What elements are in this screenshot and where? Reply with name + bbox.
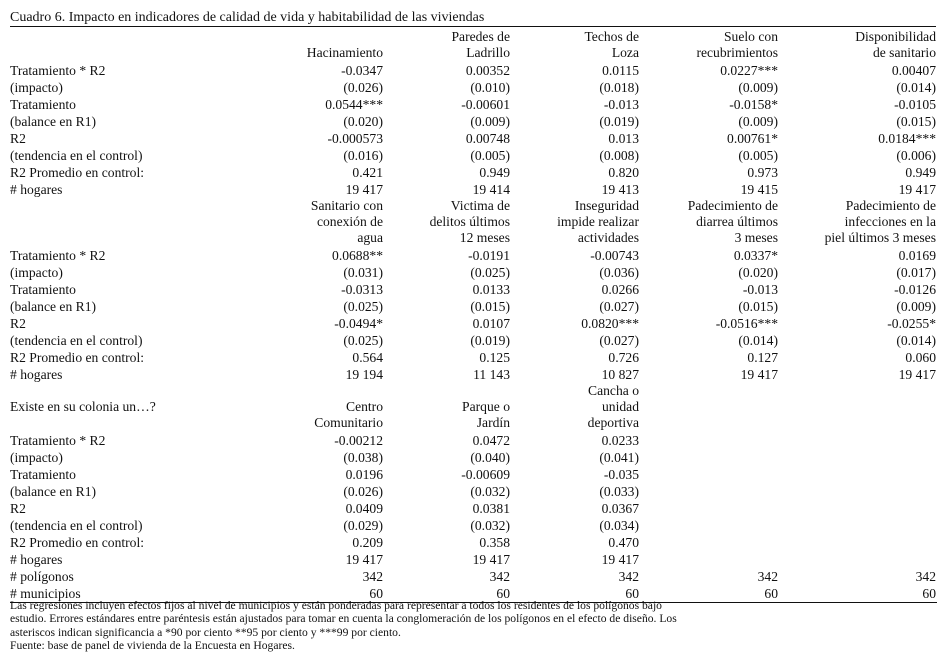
table-cell: -0.013 [603, 97, 639, 112]
table-cell: 19 417 [345, 552, 383, 567]
column-header [384, 198, 511, 247]
table-cell: -0.0191 [468, 248, 510, 263]
table-row [10, 332, 937, 349]
table-row [10, 432, 937, 449]
table-cell: (0.026) [343, 80, 383, 95]
table-cell: 60 [779, 585, 937, 603]
column-header [779, 383, 937, 432]
row-label: Tratamiento * R2 [10, 248, 106, 263]
table-cell: -0.035 [603, 467, 639, 482]
table-cell: 0.949 [479, 165, 510, 180]
table-cell [640, 432, 779, 449]
table-cell: -0.0255* [887, 316, 936, 331]
table-cell: -0.0347 [341, 63, 383, 78]
regression-table [10, 29, 937, 603]
table-cell: 0.0196 [345, 467, 383, 482]
column-header [511, 383, 640, 432]
table-cell: (0.027) [599, 299, 639, 314]
table-cell: (0.017) [896, 265, 936, 280]
column-header-line: impide realizar [557, 214, 639, 229]
table-cell [640, 551, 779, 568]
table-cell: 342 [362, 569, 383, 584]
table-cell: (0.020) [738, 265, 778, 280]
table-cell: 10 827 [601, 367, 639, 382]
table-cell: (0.038) [343, 450, 383, 465]
table-cell: -0.0105 [894, 97, 936, 112]
row-label: Tratamiento [10, 97, 76, 112]
row-label: # municipios [10, 585, 258, 603]
column-header-line: Loza [611, 45, 639, 60]
table-cell: (0.015) [470, 299, 510, 314]
row-label: # hogares [10, 552, 63, 567]
table-cell: 60 [258, 585, 384, 603]
column-header-line: Disponibilidad [855, 29, 936, 44]
row-label: Tratamiento [10, 467, 76, 482]
column-header [384, 29, 511, 62]
table-cell: 0.0169 [898, 248, 936, 263]
table-cell [779, 551, 937, 568]
table-cell: 11 143 [473, 367, 510, 382]
table-row [10, 62, 937, 79]
table-cell: (0.025) [343, 299, 383, 314]
row-label: R2 [10, 316, 26, 331]
table-row [10, 113, 937, 130]
column-header-line: Techos de [584, 29, 639, 44]
table-cell: 60 [640, 585, 779, 603]
table-cell: (0.027) [599, 333, 639, 348]
table-cell: 0.0367 [601, 501, 639, 516]
table-cell [779, 449, 937, 466]
table-cell [779, 500, 937, 517]
table-cell: -0.0126 [894, 282, 936, 297]
column-header-line: conexión de [316, 214, 383, 229]
table-cell: 19 417 [472, 552, 510, 567]
table-cell: (0.019) [470, 333, 510, 348]
column-header-line: Centro [346, 399, 383, 414]
column-header [511, 29, 640, 62]
table-cell: (0.014) [896, 333, 936, 348]
table-cell: (0.014) [896, 80, 936, 95]
table-cell: (0.015) [896, 114, 936, 129]
column-header-line: recubrimientos [696, 45, 778, 60]
table-cell: -0.00743 [590, 248, 639, 263]
column-header-line: actividades [577, 230, 639, 245]
table-cell: 60 [511, 585, 640, 603]
table-cell: (0.010) [470, 80, 510, 95]
table-cell: 0.0820*** [581, 316, 639, 331]
table-cell: 0.973 [747, 165, 778, 180]
column-header [640, 383, 779, 432]
row-label: Tratamiento * R2 [10, 63, 106, 78]
table-cell: 0.00407 [891, 63, 936, 78]
table-row [10, 96, 937, 113]
column-header-line: Inseguridad [574, 198, 639, 213]
column-header-line: Parque o [462, 399, 510, 414]
row-label: Tratamiento [10, 282, 76, 297]
table-cell: 0.421 [352, 165, 383, 180]
table-cell: (0.025) [343, 333, 383, 348]
table-cell: (0.020) [343, 114, 383, 129]
row-label: R2 Promedio en control: [10, 350, 145, 365]
table-cell: (0.009) [738, 114, 778, 129]
column-header-line: Victima de [450, 198, 510, 213]
table-row [10, 366, 937, 383]
table-cell: 0.0233 [601, 433, 639, 448]
table-cell [640, 500, 779, 517]
table-row [10, 466, 937, 483]
table-cell: (0.008) [599, 148, 639, 163]
table-cell [779, 483, 937, 500]
table-cell: 342 [915, 569, 936, 584]
column-header-line: Padecimiento de [845, 198, 936, 213]
table-cell: (0.018) [599, 80, 639, 95]
row-label: Tratamiento * R2 [10, 433, 106, 448]
table-cell: 0.726 [608, 350, 639, 365]
table-cell: 60 [384, 585, 511, 603]
table-cell: 0.013 [608, 131, 639, 146]
table-cell [640, 449, 779, 466]
column-header-line: agua [357, 230, 383, 245]
table-cell: 0.00748 [465, 131, 510, 146]
table-cell [640, 534, 779, 551]
table-cell: (0.016) [343, 148, 383, 163]
table-cell [640, 483, 779, 500]
column-header [258, 383, 384, 432]
column-header-line: Padecimiento de [687, 198, 778, 213]
table-cell: -0.000573 [327, 131, 383, 146]
table-cell: (0.032) [470, 518, 510, 533]
table-cell: 19 414 [472, 182, 510, 197]
table-cell [640, 517, 779, 534]
row-label: (balance en R1) [10, 299, 97, 314]
table-cell: -0.0313 [341, 282, 383, 297]
column-header [511, 198, 640, 247]
table-row [10, 147, 937, 164]
column-header-line: piel últimos 3 meses [824, 230, 936, 245]
table-cell: 0.0688** [332, 248, 383, 263]
table-cell: 0.0409 [345, 501, 383, 516]
table-cell: 342 [618, 569, 639, 584]
note-line: Las regresiones incluyen efectos fijos al nivel de municipios y están ponderadas para representar a todos los residentes de los polígonos bajo [10, 599, 662, 612]
table-cell: 19 415 [740, 182, 778, 197]
table-row [10, 449, 937, 466]
column-header [384, 383, 511, 432]
table-row [10, 349, 937, 366]
table-cell: (0.009) [470, 114, 510, 129]
table-cell: 0.949 [905, 165, 936, 180]
table-caption: Cuadro 6. Impacto en indicadores de calidad de vida y habitabilidad de las viviendas [10, 10, 936, 27]
table-row [10, 264, 937, 281]
column-header [779, 198, 937, 247]
row-label: R2 [10, 501, 26, 516]
column-header-line: de sanitario [872, 45, 936, 60]
column-header-line: diarrea últimos [696, 214, 778, 229]
panel-header-row [10, 383, 937, 432]
panel-header-row [10, 198, 937, 247]
row-label: (impacto) [10, 80, 63, 95]
table-cell: 0.0133 [472, 282, 510, 297]
table-row [10, 298, 937, 315]
table-cell: -0.00609 [461, 467, 510, 482]
table-cell: 0.820 [608, 165, 639, 180]
column-header-line: Jardín [476, 415, 510, 430]
table-cell: 0.358 [479, 535, 510, 550]
table-cell [779, 466, 937, 483]
table-cell: 0.209 [352, 535, 383, 550]
column-header [640, 29, 779, 62]
table-cell: 0.00352 [465, 63, 510, 78]
table-cell: 0.0381 [472, 501, 510, 516]
table-cell: 0.0544*** [325, 97, 383, 112]
row-label: (tendencia en el control) [10, 518, 143, 533]
table-cell: 342 [489, 569, 510, 584]
panel-header-label [10, 29, 258, 62]
column-header-line: Ladrillo [466, 45, 510, 60]
row-label: (impacto) [10, 450, 63, 465]
table-cell: 0.0227*** [720, 63, 778, 78]
column-header [258, 198, 384, 247]
table-cell: 0.470 [608, 535, 639, 550]
column-header [640, 198, 779, 247]
panel-header-label: Existe en su colonia un…? [10, 399, 156, 414]
note-line: estudio. Errores estándares entre paréntesis están ajustados para tomar en cuenta la conglomeración de los polígonos en el efecto de diseño. Los [10, 612, 677, 626]
column-header [258, 29, 384, 62]
table-cell: (0.009) [738, 80, 778, 95]
column-header-line: delitos últimos [429, 214, 510, 229]
table-cell: (0.005) [738, 148, 778, 163]
row-label: # hogares [10, 182, 63, 197]
table-cell: 0.127 [747, 350, 778, 365]
table-cell: 19 417 [740, 367, 778, 382]
table-cell: -0.013 [742, 282, 778, 297]
column-header [779, 29, 937, 62]
regression-table-body [10, 29, 937, 603]
column-header-line: infecciones en la [844, 214, 936, 229]
table-cell: 0.564 [352, 350, 383, 365]
table-cell: (0.041) [599, 450, 639, 465]
table-row [10, 517, 937, 534]
table-notes [10, 599, 940, 652]
row-label: # polígonos [10, 569, 74, 584]
table-cell: 0.0337* [733, 248, 778, 263]
column-header-line: Paredes de [451, 29, 510, 44]
table-cell: 19 417 [345, 182, 383, 197]
table-cell: 0.0266 [601, 282, 639, 297]
column-header-line: Hacinamiento [306, 45, 383, 60]
table-cell: (0.036) [599, 265, 639, 280]
table-cell: 19 417 [898, 367, 936, 382]
table-row [10, 247, 937, 264]
table-row [10, 130, 937, 147]
row-label: (tendencia en el control) [10, 148, 143, 163]
table-cell: (0.009) [896, 299, 936, 314]
column-header-line: 12 meses [459, 230, 510, 245]
column-header-line: unidad [602, 399, 639, 414]
table-cell: (0.029) [343, 518, 383, 533]
table-cell: (0.019) [599, 114, 639, 129]
table-cell: (0.005) [470, 148, 510, 163]
table-cell [779, 534, 937, 551]
table-cell [640, 466, 779, 483]
table-cell: (0.031) [343, 265, 383, 280]
table-cell: 19 417 [898, 182, 936, 197]
table-row [10, 534, 937, 551]
table-cell: -0.00212 [334, 433, 383, 448]
row-label: (tendencia en el control) [10, 333, 143, 348]
row-label: R2 [10, 131, 26, 146]
table-cell: 342 [757, 569, 778, 584]
table-cell: 19 194 [345, 367, 383, 382]
column-header-line: Comunitario [314, 415, 383, 430]
table-cell [779, 432, 937, 449]
table-cell: -0.0516*** [715, 316, 778, 331]
table-cell: -0.0494* [334, 316, 383, 331]
source-line: Fuente: base de panel de vivienda de la Encuesta en Hogares. [10, 638, 295, 652]
column-header-line: Sanitario con [310, 198, 383, 213]
table-row [10, 500, 937, 517]
table-cell: (0.026) [343, 484, 383, 499]
row-label: R2 Promedio en control: [10, 535, 145, 550]
note-line: asteriscos indican significancia a *90 por ciento **95 por ciento y ***99 por ciento. [10, 625, 401, 639]
table-cell: (0.014) [738, 333, 778, 348]
panel-header-row [10, 29, 937, 62]
table-cell: (0.032) [470, 484, 510, 499]
table-cell: 0.060 [905, 350, 936, 365]
row-label: (balance en R1) [10, 114, 97, 129]
row-label: (balance en R1) [10, 484, 97, 499]
column-header-line: 3 meses [734, 230, 778, 245]
table-cell: (0.025) [470, 265, 510, 280]
table-cell: 0.0472 [472, 433, 510, 448]
table-row [10, 483, 937, 500]
row-label: # hogares [10, 367, 63, 382]
column-header-line: deportiva [587, 415, 639, 430]
table-row [10, 181, 937, 198]
table-cell: 0.0115 [602, 63, 639, 78]
column-header-line: Suelo con [724, 29, 778, 44]
table-cell: 19 417 [601, 552, 639, 567]
table-cell: 0.0107 [472, 316, 510, 331]
column-header-line: Cancha o [588, 383, 639, 398]
table-cell: (0.015) [738, 299, 778, 314]
table-cell: -0.0158* [729, 97, 778, 112]
table-cell: 0.00761* [727, 131, 778, 146]
table-row [10, 79, 937, 96]
footer-row [10, 568, 937, 585]
panel-header-label [10, 198, 258, 247]
row-label: (impacto) [10, 265, 63, 280]
table-cell: 0.125 [479, 350, 510, 365]
table-cell [779, 517, 937, 534]
table-cell: -0.00601 [461, 97, 510, 112]
table-row [10, 281, 937, 298]
table-cell: 0.0184*** [878, 131, 936, 146]
table-row [10, 551, 937, 568]
row-label: R2 Promedio en control: [10, 165, 145, 180]
table-cell: (0.033) [599, 484, 639, 499]
table-cell: 19 413 [601, 182, 639, 197]
table-cell: (0.040) [470, 450, 510, 465]
table-row [10, 315, 937, 332]
table-cell: (0.006) [896, 148, 936, 163]
table-cell: (0.034) [599, 518, 639, 533]
table-row [10, 164, 937, 181]
